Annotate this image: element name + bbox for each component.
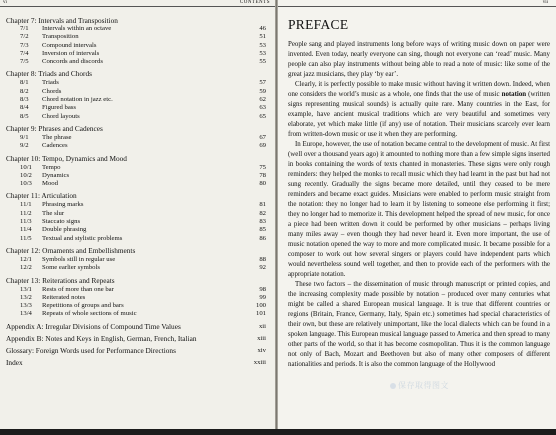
toc-entry	[6, 235, 266, 243]
section-number: 8/5	[20, 112, 29, 120]
section-title: Tempo	[42, 163, 61, 171]
section-number: 12/1	[20, 255, 32, 263]
section-title: Figured bass	[42, 104, 76, 112]
page-ref: 69	[259, 142, 266, 150]
section-title: Chords	[42, 87, 62, 95]
section-title: The slur	[42, 209, 65, 217]
page-ref: 78	[259, 171, 266, 179]
section-title: Phrasing marks	[42, 201, 84, 209]
section-number: 8/1	[20, 79, 29, 87]
section-title: Inversion of intervals	[42, 49, 100, 57]
appendix-title: Glossary: Foreign Words used for Performance Directions	[6, 346, 176, 356]
page-ref: 55	[259, 58, 266, 66]
section-title: Double phrasing	[42, 226, 87, 234]
page-ref: 83	[259, 218, 266, 226]
page-ref: 75	[259, 163, 266, 171]
preface-title: PREFACE	[288, 17, 349, 32]
chapter-title: Chapter 12: Ornaments and Embellishments	[6, 245, 136, 255]
toc-entry	[6, 96, 266, 104]
section-number: 9/2	[20, 142, 29, 150]
appendix-title: Appendix B: Notes and Keys in English, German, French, Italian	[6, 333, 197, 343]
table-of-contents	[6, 16, 266, 369]
section-title: Transposition	[42, 33, 79, 41]
page-ref: 88	[259, 255, 266, 263]
section-title: Some earlier symbols	[42, 264, 100, 272]
toc-entry	[6, 88, 266, 96]
section-number: 10/1	[20, 163, 32, 171]
section-number: 11/4	[20, 226, 32, 234]
page-ref: 46	[259, 25, 266, 32]
page-ref: 101	[255, 310, 266, 318]
section-number: 11/5	[20, 234, 32, 242]
page-header	[278, 0, 556, 7]
toc-entry	[6, 79, 266, 87]
toc-entry	[6, 25, 266, 33]
toc-entry	[6, 180, 266, 188]
section-number: 13/1	[20, 285, 32, 293]
watermark-logo-icon	[390, 383, 396, 389]
toc-entry	[6, 142, 266, 150]
section-number: 10/3	[20, 180, 32, 188]
toc-entry	[6, 33, 266, 41]
section-title: Concords and discords	[42, 58, 103, 66]
toc-entry	[6, 172, 266, 180]
page-ref: 51	[259, 33, 266, 41]
page-ref: xiv	[257, 347, 266, 355]
section-number: 13/4	[20, 310, 32, 318]
chapter-title: Chapter 8: Triads and Chords	[6, 69, 92, 79]
watermark: 保存取得图文	[390, 380, 449, 391]
appendix-title: Appendix A: Irregular Divisions of Compound Time Values	[6, 321, 181, 331]
section-title: Chord layouts	[42, 112, 80, 120]
page-ref: 57	[259, 79, 266, 87]
section-title: Triads	[42, 79, 59, 87]
paragraph: These two factors – the dissemination of music through manuscript or printed copies, and the increasing complexity made possible by notation – produced over many centuries what might be called a shared European musical language. It is true that different countries or regions (Britain, France, Germany, Italy, Spain etc.) sometimes had special characteristics of their own, but these are relatively unimportant, like the local dialects which can be found in a spoken language. This European musical language passed to America and then spread to many other parts of the world, so that it has become cosmopolitan. Thus it is the common language not only of Bach, Mozart and Beethoven but also of many other composers of different nationalities and periods. It is also the common language of the Hollywood	[288, 281, 550, 368]
chapter-title: Chapter 7: Intervals and Transposition	[6, 16, 118, 25]
toc-entry	[6, 113, 266, 121]
section-number: 9/1	[20, 133, 29, 141]
section-number: 12/2	[20, 264, 32, 272]
page-ref: 92	[259, 264, 266, 272]
page-ref: 65	[259, 112, 266, 120]
section-number: 13/2	[20, 293, 32, 301]
toc-entry	[6, 164, 266, 172]
section-title: Compound intervals	[42, 41, 97, 49]
section-title: Mood	[42, 180, 58, 188]
paragraph: In Europe, however, the use of notation became central to the development of music. At first (well over a thousand years ago) it amounted to nothing more than a few simple signs inserted in books containing the words of texts chanted in monasteries. These signs were only rough reminders: they helped the monks to recall music which they had learnt in the past but had not sung recently. Gradually the signs became more detailed, until they ceased to be mere reminders and became exact guides. Musicians were enabled to perform music straight from the notation: they no longer had to learn it by listening to someone else performing it first; they no longer had to memorize it. This development helped the spread of new music, for once a piece had been written down it could be performed by other musicians – perhaps living many miles away – even though they had never heard it. Even more important, the use of music notation opened the way to more and more complicated music. It became possible for a composer to work out how several singers or players could have independent parts which would nevertheless sound well together, and then to provide each of the performers with the appropriate notation.	[288, 141, 550, 278]
page-ref: 100	[255, 302, 266, 310]
bold-term: notation	[501, 91, 527, 98]
section-number: 7/2	[20, 33, 29, 41]
toc-entry	[6, 264, 266, 272]
toc-entry	[6, 294, 266, 302]
section-title: Dynamics	[42, 171, 70, 179]
toc-entry	[6, 218, 266, 226]
appendix-entry	[6, 321, 266, 333]
section-number: 11/2	[20, 209, 32, 217]
page-ref: xii	[258, 322, 266, 330]
chapter-title: Chapter 10: Tempo, Dynamics and Mood	[6, 153, 127, 163]
preface-body	[288, 40, 550, 370]
toc-entry	[6, 286, 266, 294]
toc-entry	[6, 256, 266, 264]
section-number: 8/2	[20, 87, 29, 95]
toc-entry	[6, 201, 266, 209]
appendix-entry	[6, 333, 266, 345]
page-ref: 59	[259, 87, 266, 95]
section-number: 10/2	[20, 171, 32, 179]
page-ref: 80	[259, 180, 266, 188]
section-number: 8/3	[20, 96, 29, 104]
page-ref: 81	[259, 201, 266, 209]
section-title: Cadences	[42, 142, 68, 150]
toc-entry	[6, 42, 266, 50]
section-title: Rests of more than one bar	[42, 285, 114, 293]
page-ref: 82	[259, 209, 266, 217]
section-number: 7/1	[20, 25, 29, 32]
page-ref: 63	[259, 104, 266, 112]
section-title: Symbols still in regular use	[42, 255, 116, 263]
appendix-entry	[6, 345, 266, 357]
chapter-title: Chapter 13: Reiterations and Repeats	[6, 275, 115, 285]
toc-entry	[6, 58, 266, 66]
paragraph: People sang and played instruments long before ways of writing music down on paper were invented. Even today, nearly everyone can sing, though not everyone can ‘read’ music. Many people can also play instruments without being able to read a note of music: like some of the great jazz musicians, they play ‘by ear’.	[288, 41, 550, 78]
preface-page	[278, 0, 556, 429]
page-number: vii	[542, 0, 548, 5]
page-ref: 98	[259, 285, 266, 293]
page-ref: 67	[259, 133, 266, 141]
page-ref: 53	[259, 49, 266, 57]
section-title: The phrase	[42, 133, 72, 141]
page-ref: xxiii	[253, 359, 266, 367]
section-title: Repetitions of groups and bars	[42, 302, 124, 310]
section-title: Intervals within an octave	[42, 25, 112, 32]
page-number: vi	[3, 0, 7, 5]
page-ref: xiii	[257, 334, 266, 342]
section-number: 7/3	[20, 41, 29, 49]
page-ref: 53	[259, 41, 266, 49]
toc-entry	[6, 302, 266, 310]
toc-entry	[6, 134, 266, 142]
appendix-entry	[6, 357, 266, 369]
section-title: Repeats of whole sections of music	[42, 310, 137, 318]
page-header	[0, 0, 275, 7]
running-head: CONTENTS	[239, 0, 270, 5]
section-number: 7/4	[20, 49, 29, 57]
section-title: Reiterated notes	[42, 293, 86, 301]
section-number: 13/3	[20, 302, 32, 310]
toc-entry	[6, 50, 266, 58]
section-title: Staccato signs	[42, 218, 81, 226]
page-ref: 85	[259, 226, 266, 234]
page-ref: 99	[259, 293, 266, 301]
section-number: 11/1	[20, 201, 32, 209]
toc-entry	[6, 310, 266, 318]
section-number: 11/3	[20, 218, 32, 226]
appendix-title: Index	[6, 358, 23, 368]
chapter-title: Chapter 9: Phrases and Cadences	[6, 123, 103, 133]
page-ref: 62	[259, 96, 266, 104]
toc-entry	[6, 104, 266, 112]
paragraph: Clearly, it is perfectly possible to make music without having it written down. Indeed, when one considers the world’s music as a whole, one finds that the use of music notation (written signs representing musical sounds) is actually quite rare. Many countries in the East, for example, have ancient musical traditions which are very beautiful and sometimes very elaborate, yet which make little (if any) use of notation. Their musicians scarcely ever learn from written-down music or use it when they are performing.	[288, 81, 550, 138]
contents-page	[0, 0, 275, 429]
toc-entry	[6, 226, 266, 234]
section-number: 8/4	[20, 104, 29, 112]
section-title: Textual and stylistic problems	[42, 234, 123, 242]
section-number: 7/5	[20, 58, 29, 66]
section-title: Chord notation in jazz etc.	[42, 96, 113, 104]
page-ref: 86	[259, 234, 266, 242]
toc-entry	[6, 210, 266, 218]
chapter-title: Chapter 11: Articulation	[6, 191, 77, 201]
